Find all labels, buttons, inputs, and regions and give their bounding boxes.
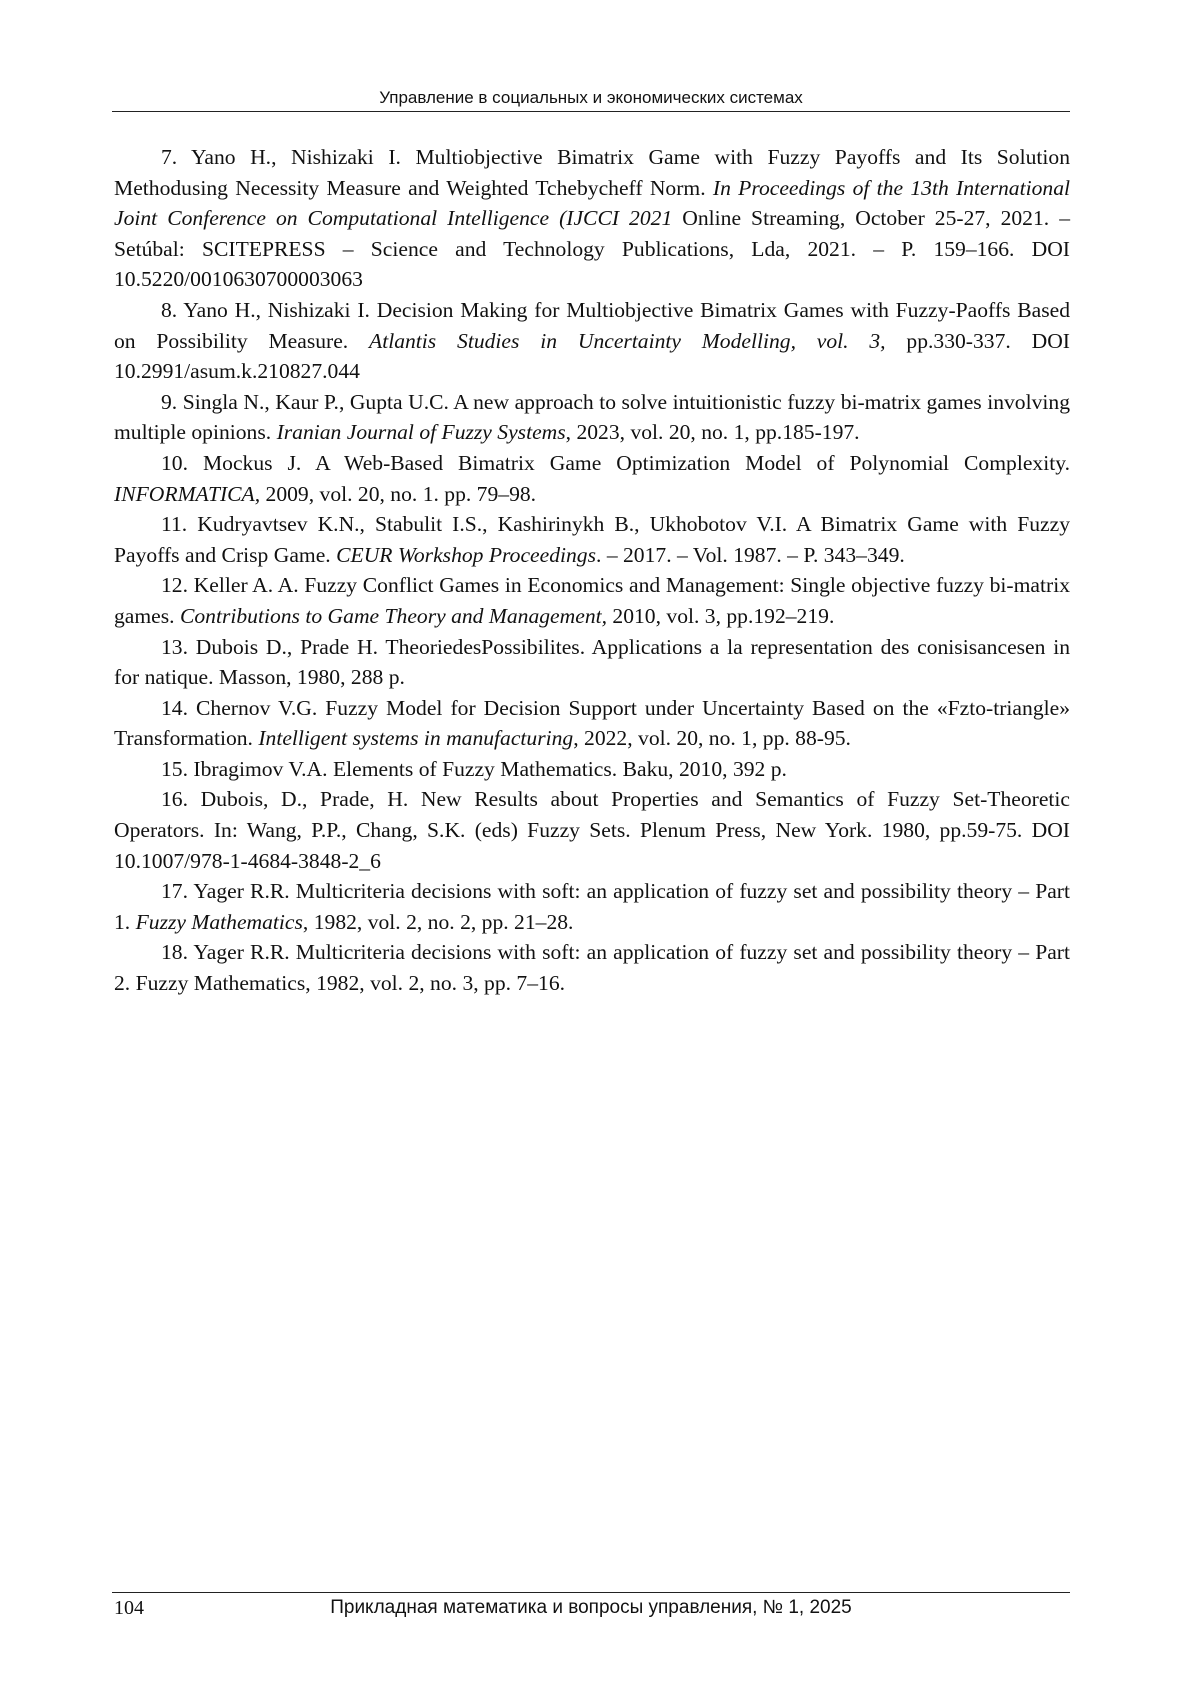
reference-source: CEUR Workshop Proceedings <box>336 542 597 567</box>
reference-source: Intelligent systems in manufacturing <box>258 726 574 751</box>
reference-item <box>114 295 1070 387</box>
reference-item <box>114 142 1070 295</box>
reference-text: 10. Mockus J. A Web-Based Bimatrix Game Optimization Model of Polynomial Complexity. <box>161 450 1070 475</box>
reference-source: INFORMATICA, <box>114 481 261 506</box>
page-number: 104 <box>114 1597 144 1619</box>
reference-details: 2009, vol. 20, no. 1. pp. 79–98. <box>260 481 537 506</box>
reference-item <box>114 693 1070 754</box>
reference-details: Online Streaming, October 25-27, 2021. – Setúbal: SCITEPRESS – Science and Technology Publications, Lda, 2021. – P. 159–166. DOI 10.5220/0010630700003063 <box>114 206 1070 292</box>
reference-item <box>114 387 1070 448</box>
reference-item <box>114 570 1070 631</box>
reference-text: 7. Yano H., Nishizaki I. Multiobjective Bimatrix Game with Fuzzy Payoffs and Its Solution Methodusing Necessity Measure and Weighted Tchebycheff Norm. <box>114 145 1070 200</box>
reference-text: 16. Dubois, D., Prade, H. New Results about Properties and Semantics of Fuzzy Set-Theoretic Operators. In: Wang, P.P., Chang, S.K. (eds) Fuzzy Sets. Plenum Press, New York. 1980, pp.59-75. DOI 10.1007/978-1-4684-3848-2_6 <box>114 787 1070 873</box>
footer-rule <box>112 1592 1070 1593</box>
reference-details: , 2022, vol. 20, no. 1, pp. 88-95. <box>573 726 851 751</box>
reference-list <box>114 142 1070 999</box>
running-header: Управление в социальных и экономических системах <box>112 88 1070 112</box>
reference-text: 11. Kudryavtsev K.N., Stabulit I.S., Kashirinykh B., Ukhobotov V.I. A Bimatrix Game with Fuzzy Payoffs and Crisp Game. <box>114 512 1070 567</box>
reference-item <box>114 509 1070 570</box>
reference-source: Fuzzy Mathematics <box>135 909 303 934</box>
reference-details: pp.330-337. DOI 10.2991/asum.k.210827.044 <box>114 328 1070 384</box>
reference-source: Atlantis Studies in Uncertainty Modelling, vol. 3, <box>369 328 886 353</box>
reference-item <box>114 632 1070 693</box>
reference-text: 14. Chernov V.G. Fuzzy Model for Decision Support under Uncertainty Based on the «Fzto-triangle» Transformation. <box>114 695 1070 751</box>
reference-details: , 2023, vol. 20, no. 1, pp.185-197. <box>565 420 860 445</box>
reference-source: Iranian Journal of Fuzzy Systems <box>276 420 566 445</box>
reference-source: Contributions to Game Theory and Management, <box>179 603 608 628</box>
reference-item <box>114 937 1070 998</box>
reference-item <box>114 754 1070 785</box>
reference-text: 12. Keller A. A. Fuzzy Conflict Games in Economics and Management: Single objective fuzzy bi-matrix games. <box>114 573 1070 628</box>
reference-details: 2010, vol. 3, pp.192–219. <box>607 603 835 628</box>
journal-footer-title: Прикладная математика и вопросы управления, № 1, 2025 <box>330 1597 852 1618</box>
reference-text: 13. Dubois D., Prade H. TheoriedesPossibilites. Applications a la representation des conisisancesen in for natique. Masson, 1980, 288 p. <box>114 634 1070 690</box>
reference-details: , 1982, vol. 2, no. 2, pp. 21–28. <box>302 909 574 934</box>
reference-source: In Proceedings of the 13th International Joint Conference on Computational Intelligence (IJCCI 2021 <box>114 175 1070 231</box>
reference-text: 9. Singla N., Kaur P., Gupta U.C. A new approach to solve intuitionistic fuzzy bi-matrix games involving multiple opinions. <box>114 389 1070 445</box>
reference-text: 18. Yager R.R. Multicriteria decisions with soft: an application of fuzzy set and possibility theory – Part 2. Fuzzy Mathematics, 1982, vol. 2, no. 3, pp. 7–16. <box>114 940 1070 996</box>
reference-details: . – 2017. – Vol. 1987. – P. 343–349. <box>596 542 905 567</box>
reference-text: 17. Yager R.R. Multicriteria decisions with soft: an application of fuzzy set and possibility theory – Part 1. <box>114 879 1070 934</box>
reference-text: 15. Ibragimov V.A. Elements of Fuzzy Mathematics. Baku, 2010, 392 p. <box>161 756 787 781</box>
reference-item <box>114 448 1070 509</box>
reference-item <box>114 876 1070 937</box>
reference-text: 8. Yano H., Nishizaki I. Decision Making for Multiobjective Bimatrix Games with Fuzzy-Paoffs Based on Possibility Measure. <box>114 297 1070 353</box>
reference-item <box>114 784 1070 876</box>
